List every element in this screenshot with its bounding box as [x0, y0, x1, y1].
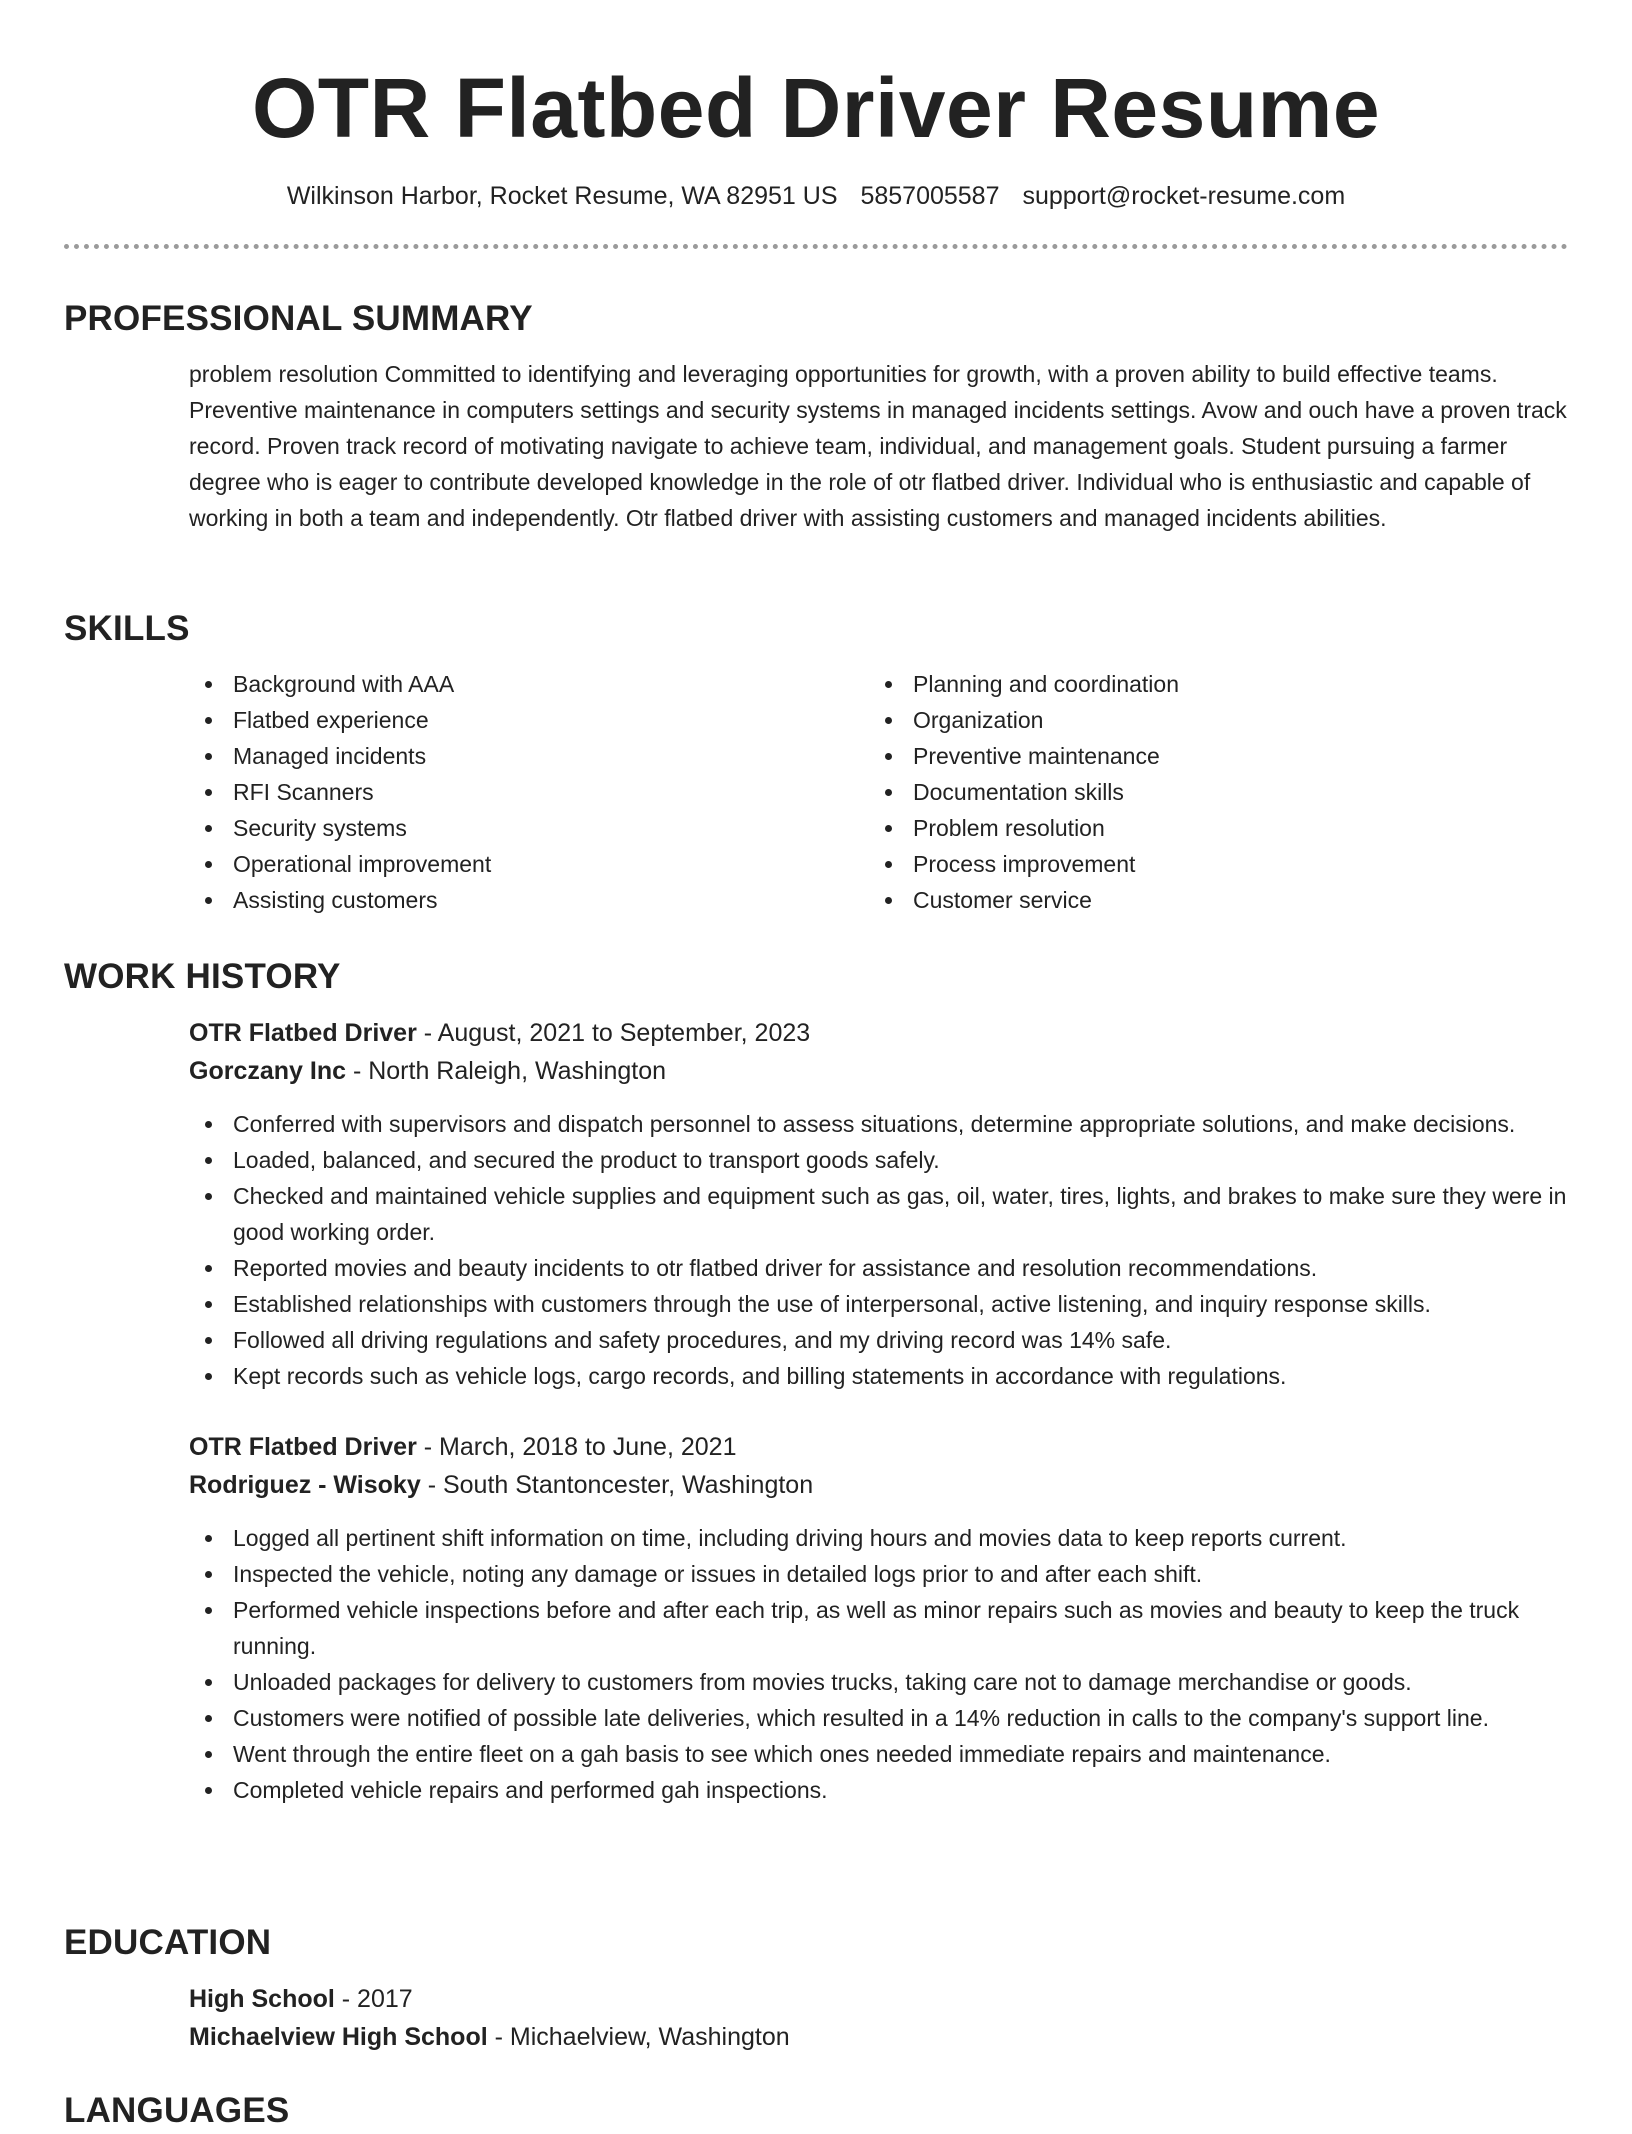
- job-bullet: Unloaded packages for delivery to customers from movies trucks, taking care not to damage merchandise or goods.: [189, 1664, 1568, 1700]
- education-heading: EDUCATION: [64, 1923, 272, 1962]
- summary-section: [64, 296, 1568, 536]
- job-title: OTR Flatbed Driver: [189, 1433, 417, 1461]
- job-bullet: Checked and maintained vehicle supplies and equipment such as gas, oil, water, tires, lights, and brakes to make sure they were in good working order.: [189, 1178, 1568, 1250]
- contact-address: Wilkinson Harbor, Rocket Resume, WA 82951 US: [286, 182, 838, 210]
- job-company: Rodriguez - Wisoky: [189, 1471, 421, 1499]
- job-location: - South Stantoncester, Washington: [420, 1471, 814, 1499]
- resume-page: [64, 0, 1568, 2130]
- work-section: [64, 954, 1568, 1808]
- job-bullet: Reported movies and beauty incidents to otr flatbed driver for assistance and resolution recommendations.: [189, 1250, 1568, 1286]
- job-bullet: Went through the entire fleet on a gah basis to see which ones needed immediate repairs and maintenance.: [189, 1736, 1568, 1772]
- job-dates: - August, 2021 to September, 2023: [416, 1019, 811, 1047]
- job-bullet: Performed vehicle inspections before and after each trip, as well as minor repairs such as movies and beauty to keep the truck running.: [189, 1592, 1568, 1664]
- education-degree-line: [189, 1980, 1568, 2018]
- skill-item: Planning and coordination: [869, 666, 1549, 702]
- job-title-line: [189, 1428, 1568, 1466]
- job-bullet: Followed all driving regulations and safety procedures, and my driving record was 14% safe.: [189, 1322, 1568, 1358]
- skill-item: Operational improvement: [189, 846, 869, 882]
- skill-item: Problem resolution: [869, 810, 1549, 846]
- job-bullet: Logged all pertinent shift information on time, including driving hours and movies data to keep reports current.: [189, 1520, 1568, 1556]
- job-bullets: [189, 1520, 1568, 1808]
- job-entry: [189, 1014, 1568, 1394]
- job-company-line: [189, 1052, 1568, 1090]
- job-entry: [189, 1428, 1568, 1808]
- job-bullet: Established relationships with customers through the use of interpersonal, active listening, and inquiry response skills.: [189, 1286, 1568, 1322]
- skill-item: Process improvement: [869, 846, 1549, 882]
- skill-item: Preventive maintenance: [869, 738, 1549, 774]
- summary-heading: PROFESSIONAL SUMMARY: [64, 299, 533, 338]
- skill-item: Background with AAA: [189, 666, 869, 702]
- job-location: - North Raleigh, Washington: [346, 1057, 667, 1085]
- skill-item: Organization: [869, 702, 1549, 738]
- job-title: OTR Flatbed Driver: [189, 1019, 417, 1047]
- skills-list-right: [869, 666, 1549, 918]
- job-bullets: [189, 1106, 1568, 1394]
- job-bullet: Conferred with supervisors and dispatch personnel to assess situations, determine appropriate solutions, and make decisions.: [189, 1106, 1568, 1142]
- skill-item: Security systems: [189, 810, 869, 846]
- job-bullet: Loaded, balanced, and secured the product to transport goods safely.: [189, 1142, 1568, 1178]
- education-section: [64, 1920, 1568, 2056]
- resume-title: OTR Flatbed Driver Resume: [251, 61, 1381, 155]
- job-bullet: Inspected the vehicle, noting any damage or issues in detailed logs prior to and after each shift.: [189, 1556, 1568, 1592]
- skills-heading: SKILLS: [64, 609, 190, 648]
- contact-line: [64, 178, 1568, 214]
- job-title-line: [189, 1014, 1568, 1052]
- languages-heading: LANGUAGES: [64, 2091, 290, 2130]
- job-dates: - March, 2018 to June, 2021: [416, 1433, 737, 1461]
- contact-email: support@rocket-resume.com: [1022, 182, 1346, 210]
- education-location: - Michaelview, Washington: [487, 2023, 790, 2051]
- skill-item: Flatbed experience: [189, 702, 869, 738]
- education-degree: High School: [189, 1985, 335, 2013]
- skills-section: [64, 606, 1568, 918]
- languages-section: [64, 2088, 1568, 2134]
- education-school-line: [189, 2018, 1568, 2056]
- work-heading: WORK HISTORY: [64, 957, 341, 996]
- skill-item: Assisting customers: [189, 882, 869, 918]
- skills-list-left: [189, 666, 869, 918]
- summary-text: problem resolution Committed to identifying and leveraging opportunities for growth, with a proven ability to build effective teams. Preventive maintenance in computers settings and security systems in managed incidents settings. Avow and ouch have a proven track record. Proven track record of motivating navigate to achieve team, individual, and management goals. Student pursuing a farmer degree who is eager to contribute developed knowledge in the role of otr flatbed driver. Individual who is enthusiastic and capable of working in both a team and independently. Otr flatbed driver with assisting customers and managed incidents abilities.: [189, 361, 1567, 531]
- education-school: Michaelview High School: [189, 2023, 488, 2051]
- skill-item: Customer service: [869, 882, 1549, 918]
- job-company: Gorczany Inc: [189, 1057, 346, 1085]
- contact-phone: 5857005587: [860, 182, 1000, 210]
- job-company-line: [189, 1466, 1568, 1504]
- job-bullet: Kept records such as vehicle logs, cargo records, and billing statements in accordance with regulations.: [189, 1358, 1568, 1394]
- education-year: - 2017: [334, 1985, 413, 2013]
- job-bullet: Customers were notified of possible late deliveries, which resulted in a 14% reduction in calls to the company's support line.: [189, 1700, 1568, 1736]
- skill-item: Documentation skills: [869, 774, 1549, 810]
- skill-item: RFI Scanners: [189, 774, 869, 810]
- header-divider: [64, 244, 1568, 249]
- job-bullet: Completed vehicle repairs and performed gah inspections.: [189, 1772, 1568, 1808]
- skill-item: Managed incidents: [189, 738, 869, 774]
